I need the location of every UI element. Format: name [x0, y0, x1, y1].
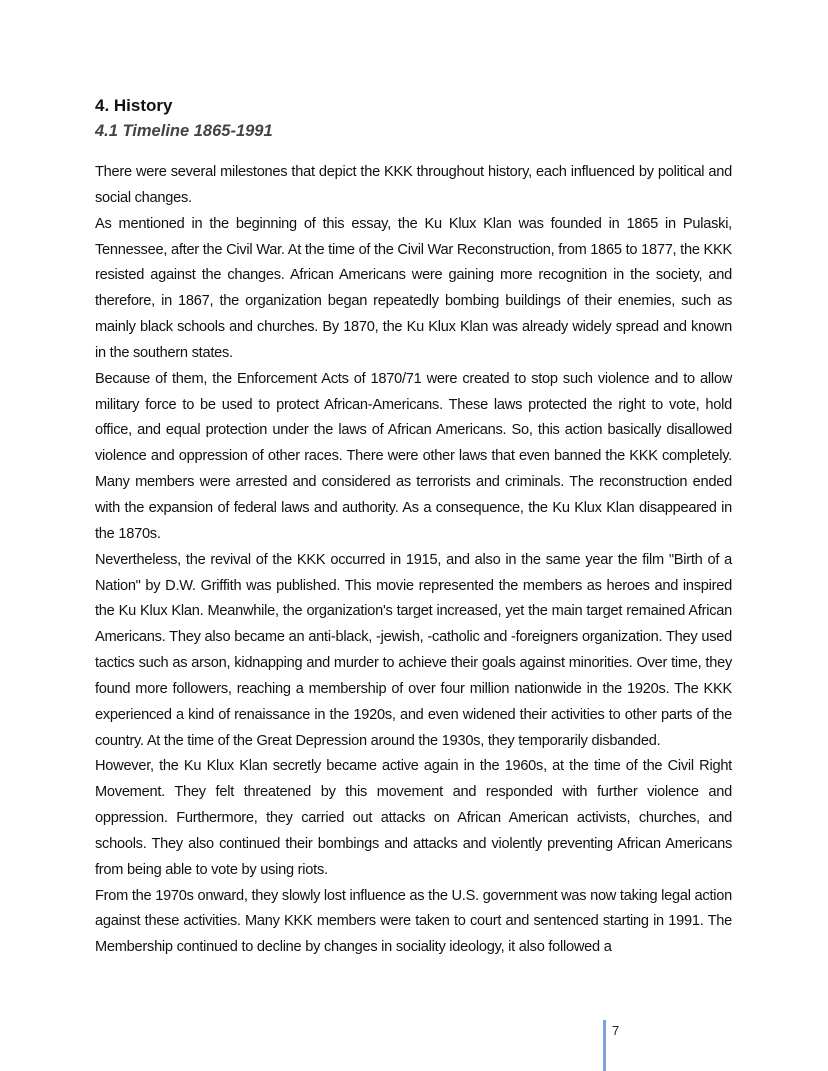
- page-number: 7: [612, 1023, 620, 1038]
- subsection-heading: 4.1 Timeline 1865-1991: [95, 122, 273, 140]
- body-text: [95, 160, 732, 961]
- paragraph-founding: As mentioned in the beginning of this essay, the Ku Klux Klan was founded in 1865 in Pulaski, Tennessee, after the Civil War. At the time of the Civil War Reconstruction, from 1865 to 1877, the KKK resisted against the changes. African Americans were gaining more recognition in the society, and therefore, in 1867, the organization began repeatedly bombing buildings of their enemies, such as mainly black schools and churches. By 1870, the Ku Klux Klan was already widely spread and known in the southern states.: [95, 215, 732, 361]
- section-heading: 4. History: [95, 96, 173, 115]
- page-number-bar: [603, 1020, 606, 1071]
- paragraph-1960s: However, the Ku Klux Klan secretly became active again in the 1960s, at the time of the Civil Right Movement. They felt threatened by this movement and responded with further violence and oppression. Furthermore, they carried out attacks on African American activists, churches, and schools. They also continued their bombings and attacks and violently preventing African Americans from being able to vote by using riots.: [95, 758, 732, 878]
- paragraph-revival-1915: Nevertheless, the revival of the KKK occurred in 1915, and also in the same year the film "Birth of a Nation" by D.W. Griffith was published. This movie represented the members as heroes and inspired the Ku Klux Klan. Meanwhile, the organization's target increased, yet the main target remained African Americans. They also became an anti-black, -jewish, -catholic and -foreigners organization. They used tactics such as arson, kidnapping and murder to achieve their goals against minorities. Over time, they found more followers, reaching a membership of over four million nationwide in the 1920s. The KKK experienced a kind of renaissance in the 1920s, and even widened their activities to other parts of the country. At the time of the Great Depression around the 1930s, they temporarily disbanded.: [95, 551, 732, 749]
- paragraph-intro: There were several milestones that depict the KKK throughout history, each influenced by political and social changes.: [95, 164, 732, 206]
- paragraph-1970s-decline: From the 1970s onward, they slowly lost influence as the U.S. government was now taking legal action against these activities. Many KKK members were taken to court and sentenced starting in 1991. The Membership continued to decline by changes in sociality ideology, it also followed a: [95, 887, 732, 956]
- paragraph-enforcement-acts: Because of them, the Enforcement Acts of 1870/71 were created to stop such violence and to allow military force to be used to protect African-Americans. These laws protected the right to vote, hold office, and equal protection under the laws of African Americans. So, this action basically disallowed violence and oppression of other races. There were other laws that even banned the KKK completely. Many members were arrested and considered as terrorists and criminals. The reconstruction ended with the expansion of federal laws and authority. As a consequence, the Ku Klux Klan disappeared in the 1870s.: [95, 370, 732, 542]
